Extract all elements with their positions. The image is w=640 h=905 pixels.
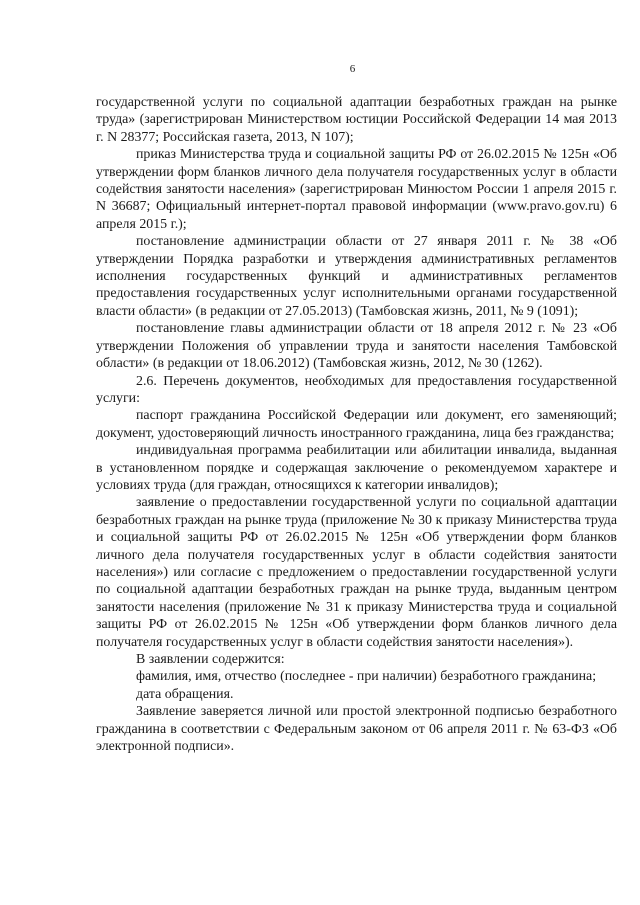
paragraph-resolution-23: постановление главы администрации области от 18 апреля 2012 г. № 23 «Об утверждении Положения об управлении труда и занятости населения Тамбовской области» (в редакции от 18.06.2012) (Тамбовская жизнь, 2012, № 30 (1262). — [96, 321, 617, 372]
paragraph-continued-order-text: государственной услуги по социальной адаптации безработных граждан на рынке труда» (зарегистрирован Министерством юстиции Российской Федерации 14 мая 2013 г. N 28377; Российская газета, 2013, N 107); — [96, 95, 617, 145]
paragraph-rehabilitation-program: индивидуальная программа реабилитации или абилитации инвалида, выданная в установленном порядке и содержащая заключение о рекомендуемом характере и условиях труда (для граждан, относящихся к категории инвалидов); — [96, 443, 617, 493]
paragraph-resolution-38: постановление администрации области от 27 января 2011 г. № 38 «Об утверждении Порядка разработки и утверждения административных регламентов исполнения государственных функций и административных регламентов предоставления государственных услуг исполнительными органами государственной власти области» (в редакции от 27.05.2013) (Тамбовская жизнь, 2011, № 9 (1091); — [96, 234, 617, 319]
paragraph-order-mintrud-125n: приказ Министерства труда и социальной защиты РФ от 26.02.2015 № 125н «Об утверждении форм бланков личного дела получателя государственных услуг в области содействия занятости населения» (зарегистрирован Минюстом России 1 апреля 2015 г. N 36687; Официальный интернет-портал правовой информации (www.pravo.gov.ru) 6 апреля 2015 г.); — [96, 147, 617, 232]
document-page — [96, 62, 617, 755]
page-number: 6 — [349, 63, 356, 75]
section-2-6-heading: 2.6. Перечень документов, необходимых для предоставления государственной услуги: — [96, 373, 617, 406]
paragraph-signature: Заявление заверяется личной или простой электронной подписью безработного гражданина в соответствии с Федеральным законом от 06 апреля 2011 г. № 63-ФЗ «Об электронной подписи». — [96, 704, 617, 755]
paragraph-application: заявление о предоставлении государственной услуги по социальной адаптации безработных граждан на рынке труда (приложение № 30 к приказу Министерства труда и социальной защиты РФ от 26.02.2015 № 125н «Об утверждении форм бланков личного дела получателя государственных услуг в области содействия занятости населения») или согласие с предложением о предоставлении государственной услуги по социальной адаптации безработных граждан на рынке труда, выданным центром занятости населения (приложение № 31 к приказу Министерства труда и социальной защиты РФ от 26.02.2015 № 125н «Об утверждении форм бланков личного дела получателя государственных услуг в области содействия занятости населения»). — [96, 495, 617, 650]
paragraph-application-contents: В заявлении содержится: — [136, 652, 285, 667]
paragraph-passport: паспорт гражданина Российской Федерации или документ, его заменяющий; документ, удостоверяющий личность иностранного гражданина, лица без гражданства; — [96, 408, 617, 441]
paragraph-date: дата обращения. — [136, 686, 234, 702]
paragraph-full-name: фамилия, имя, отчество (последнее - при наличии) безработного гражданина; — [136, 669, 597, 685]
